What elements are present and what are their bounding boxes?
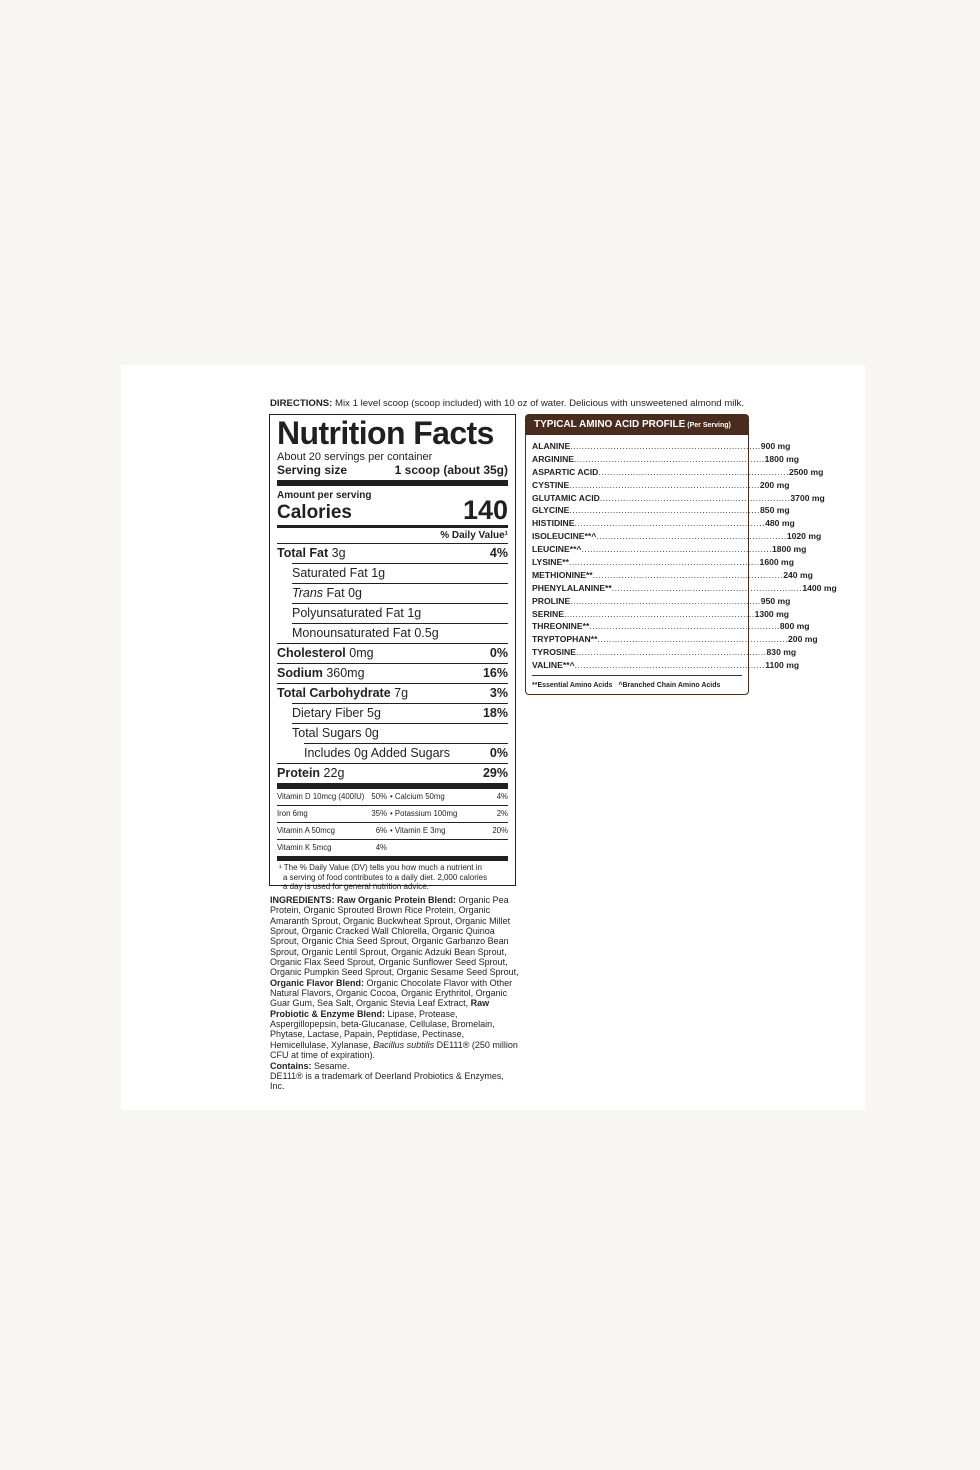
servings-per-container: About 20 servings per container bbox=[277, 451, 433, 463]
nutrient-label: Total Carbohydrate bbox=[277, 686, 391, 700]
nutrient-row-saturated-fat bbox=[292, 563, 508, 583]
nutrient-row-protein bbox=[277, 763, 508, 783]
flavor-blend-text: Organic Chocolate Flavor with Other Natural Flavors, Organic Cocoa, Organic Erythritol, Organic Guar Gum, Sea Salt, Organic Stevia Leaf Extract, bbox=[270, 977, 513, 1009]
nutrient-label: Monounsaturated Fat bbox=[292, 626, 411, 640]
amino-value: 1100 mg bbox=[765, 660, 800, 671]
dot-leader: .................................................................. bbox=[589, 621, 780, 632]
calories-value: 140 bbox=[462, 495, 508, 525]
amino-name: TYROSINE bbox=[532, 647, 576, 658]
amino-row bbox=[532, 620, 810, 633]
vitamin-label: • Vitamin E 3mg bbox=[390, 826, 446, 835]
amino-value: 800 mg bbox=[779, 621, 810, 632]
nutrient-pct: 16% bbox=[482, 666, 508, 680]
vitamin-label: Iron 6mg bbox=[277, 809, 308, 818]
amino-header-subtitle: (Per Serving) bbox=[685, 422, 731, 429]
nutrient-amount: 5g bbox=[367, 706, 381, 720]
nutrient-row-trans-fat bbox=[292, 583, 508, 603]
amino-row bbox=[532, 633, 818, 646]
nutrition-facts-panel bbox=[269, 414, 516, 891]
amino-name: VALINE**^ bbox=[532, 660, 575, 671]
amino-row bbox=[532, 595, 791, 608]
nutrient-pct: 3% bbox=[489, 686, 508, 700]
amino-value: 200 mg bbox=[788, 634, 818, 645]
amino-value: 900 mg bbox=[760, 441, 791, 451]
daily-value-footnote bbox=[277, 863, 508, 892]
nutrient-pct: 0% bbox=[489, 746, 508, 760]
amino-name: TRYPTOPHAN** bbox=[532, 634, 598, 645]
amino-name: ASPARTIC ACID bbox=[532, 466, 599, 477]
directions-label: DIRECTIONS: bbox=[270, 398, 333, 409]
amino-value: 200 mg bbox=[759, 479, 790, 490]
amino-name: LYSINE** bbox=[532, 557, 569, 568]
nutrient-label: Protein bbox=[277, 766, 321, 780]
vitamin-label: Vitamin K 5mcg bbox=[277, 843, 332, 852]
dot-leader: .................................................................. bbox=[568, 557, 760, 568]
nutrient-pct: 29% bbox=[482, 766, 508, 780]
amino-row bbox=[532, 479, 790, 492]
bacillus-name: Bacillus subtilis bbox=[373, 1039, 435, 1050]
vitamin-pct: 20% bbox=[492, 826, 508, 835]
ingredients-label: INGREDIENTS: bbox=[270, 895, 335, 905]
nutrient-row-added-sugars bbox=[304, 743, 508, 763]
protein-blend-text: Organic Pea Protein, Organic Sprouted Brown Rice Protein, Organic Amaranth Sprout, Organic Buckwheat Sprout, Organic Millet Sprout, Organic Cracked Wall Chlorella, Organic Quinoa Sprout, Organic Chia Seed Sprout, Organic Garbanzo Bean Sprout, Organic Lentil Sprout, Organic Adzuki Bean Sprout, Organic Flax Seed Sprout, Organic Sunflower Seed Sprout, Organic Pumpkin Seed Sprout, Organic Sesame Seed Sprout, bbox=[270, 895, 519, 978]
amino-value: 2500 mg bbox=[788, 466, 824, 477]
amino-row bbox=[532, 440, 791, 453]
nutrient-label: Sodium bbox=[277, 666, 323, 680]
vitamin-row bbox=[277, 839, 508, 856]
vitamin-label: • Potassium 100mg bbox=[390, 809, 458, 818]
nutrient-row-cholesterol bbox=[277, 643, 508, 663]
amino-row bbox=[532, 466, 824, 479]
nutrient-pct: 0% bbox=[489, 646, 508, 660]
nutrient-label: Total Sugars bbox=[292, 726, 362, 740]
flavor-blend-label: Organic Flavor Blend: bbox=[270, 977, 365, 988]
dot-leader: .................................................................. bbox=[581, 544, 773, 555]
footnote-line: ¹ The % Daily Value (DV) tells you how much a nutrient in bbox=[279, 863, 482, 872]
amino-name: SERINE bbox=[532, 608, 564, 619]
nutrient-row-dietary-fiber bbox=[292, 703, 508, 723]
dot-leader: .................................................................. bbox=[574, 453, 765, 464]
vitamin-pct: 2% bbox=[496, 809, 508, 818]
vitamin-row bbox=[277, 805, 508, 822]
nutrient-label: Total Fat bbox=[277, 546, 329, 560]
nutrient-row-monounsaturated-fat bbox=[292, 623, 508, 643]
amino-row bbox=[532, 504, 790, 517]
nutrient-amount: 3g bbox=[331, 546, 346, 560]
vitamin-label: • Calcium 50mg bbox=[390, 792, 445, 801]
footnote-line: a serving of food contributes to a daily diet. 2,000 calories bbox=[283, 872, 488, 882]
divider-thick bbox=[277, 480, 508, 486]
amino-name: METHIONINE** bbox=[532, 569, 593, 580]
amino-value: 850 mg bbox=[760, 505, 790, 516]
amino-value: 830 mg bbox=[766, 647, 797, 658]
dot-leader: .................................................................. bbox=[592, 569, 784, 580]
nutrition-title: Nutrition Facts bbox=[277, 415, 494, 451]
amino-name: ALANINE bbox=[532, 441, 571, 451]
amino-row bbox=[532, 569, 813, 582]
amino-row bbox=[532, 517, 795, 530]
amino-value: 950 mg bbox=[760, 595, 791, 606]
vitamin-label: Vitamin D 10mcg (400IU) bbox=[277, 792, 365, 801]
amino-value: 240 mg bbox=[783, 569, 813, 580]
nutrient-label: Fat bbox=[323, 586, 345, 600]
amino-name: HISTIDINE bbox=[532, 518, 575, 529]
dot-leader: .................................................................. bbox=[599, 492, 791, 503]
dot-leader: .................................................................. bbox=[598, 466, 789, 477]
nutrient-amount: 22g bbox=[323, 766, 345, 780]
probiotic-blend-text: Lipase, Protease, Aspergillopepsin, beta-Glucanase, Cellulase, Bromelain, Phytase, Lactase, Papain, Peptidase, Pectinase, Hemicellulase, Xylanase, bbox=[270, 1008, 495, 1050]
footnote-line: a day is used for general nutrition advice. bbox=[283, 882, 429, 891]
dot-leader: .................................................................. bbox=[564, 608, 755, 619]
nutrient-pct: 18% bbox=[482, 706, 508, 720]
amino-row bbox=[532, 543, 807, 556]
vitamin-pct: 50% bbox=[371, 792, 387, 801]
bcaa-note: ^Branched Chain Amino Acids bbox=[618, 682, 721, 690]
directions-text: Mix 1 level scoop (scoop included) with 10 oz of water. Delicious with unsweetened almond milk. bbox=[332, 398, 745, 409]
nutrient-row-total-sugars bbox=[292, 723, 508, 743]
amino-name: GLUTAMIC ACID bbox=[532, 492, 600, 503]
amino-header bbox=[526, 415, 748, 435]
nutrient-amount: 360mg bbox=[326, 666, 365, 680]
serving-size-value: 1 scoop (about 35g) bbox=[394, 463, 508, 477]
amino-row bbox=[532, 582, 837, 595]
dot-leader: .................................................................. bbox=[574, 518, 766, 529]
amino-row bbox=[532, 530, 822, 543]
amino-name: PROLINE bbox=[532, 595, 571, 606]
dot-leader: .................................................................. bbox=[569, 505, 761, 516]
nutrient-amount: 0mg bbox=[349, 646, 374, 660]
amino-name: GLYCINE bbox=[532, 505, 570, 516]
bacillus-rest: DE111® (250 million CFU at time of expiration). bbox=[270, 1039, 518, 1061]
vitamin-row bbox=[277, 789, 508, 805]
nutrient-amount: 0g bbox=[348, 586, 362, 600]
amount-per-serving: Amount per serving bbox=[277, 490, 372, 501]
amino-value: 1600 mg bbox=[759, 557, 794, 568]
ingredients-block bbox=[270, 895, 520, 1092]
probiotic-blend-label: Raw Probiotic & Enzyme Blend: bbox=[270, 998, 490, 1019]
calories-label: Calories bbox=[277, 502, 352, 523]
nutrient-row-polyunsaturated-fat bbox=[292, 603, 508, 623]
amino-name: ISOLEUCINE**^ bbox=[532, 531, 597, 542]
nutrient-row-sodium bbox=[277, 663, 508, 683]
dot-leader: .................................................................. bbox=[575, 647, 767, 658]
amino-name: PHENYLALANINE** bbox=[532, 582, 612, 593]
amino-name: LEUCINE**^ bbox=[532, 544, 582, 555]
vitamin-pct: 4% bbox=[496, 792, 508, 801]
amino-row bbox=[532, 608, 789, 621]
nutrient-row-total-fat bbox=[277, 544, 508, 563]
amino-value: 1800 mg bbox=[764, 453, 800, 464]
nutrient-label: Includes 0g Added Sugars bbox=[304, 746, 450, 760]
protein-blend-label: Raw Organic Protein Blend: bbox=[334, 895, 457, 905]
vitamin-row bbox=[277, 822, 508, 839]
essential-note: **Essential Amino Acids bbox=[532, 682, 613, 690]
amino-value: 1020 mg bbox=[786, 531, 822, 542]
dot-leader: .................................................................. bbox=[597, 634, 789, 645]
serving-size-label: Serving size bbox=[277, 463, 348, 477]
nutrient-amount: 1g bbox=[371, 566, 386, 580]
nutrient-label: Cholesterol bbox=[277, 646, 346, 660]
vitamin-pct: 6% bbox=[375, 826, 387, 835]
amino-row bbox=[532, 556, 794, 569]
dot-leader: .................................................................. bbox=[570, 441, 761, 451]
amino-value: 1800 mg bbox=[772, 544, 807, 555]
amino-name: CYSTINE bbox=[532, 479, 570, 490]
nutrient-label: Saturated Fat bbox=[292, 566, 368, 580]
divider-thick bbox=[277, 856, 508, 861]
amino-header-title: TYPICAL AMINO ACID PROFILE bbox=[534, 419, 686, 430]
serving-size-row bbox=[277, 463, 508, 477]
nutrient-amount: 0.5g bbox=[414, 626, 439, 640]
amino-value: 480 mg bbox=[765, 518, 795, 529]
amino-row bbox=[532, 646, 797, 659]
amino-value: 1300 mg bbox=[754, 608, 789, 619]
nutrient-pct: 4% bbox=[489, 546, 508, 560]
directions bbox=[270, 397, 830, 410]
amino-row bbox=[532, 492, 825, 505]
contains-text: Sesame. bbox=[311, 1060, 350, 1071]
vitamin-pct: 4% bbox=[375, 843, 387, 852]
amino-row bbox=[532, 453, 800, 466]
amino-name: THREONINE** bbox=[532, 621, 590, 632]
amino-value: 3700 mg bbox=[790, 492, 825, 503]
dot-leader: .................................................................. bbox=[574, 660, 766, 671]
daily-value-header: % Daily Value¹ bbox=[277, 528, 508, 544]
amino-list bbox=[526, 435, 837, 690]
amino-notes bbox=[532, 675, 742, 689]
nutrient-label: Polyunsaturated Fat bbox=[292, 606, 404, 620]
amino-row bbox=[532, 659, 800, 672]
trademark-text: DE111® is a trademark of Deerland Probiotics & Enzymes, Inc. bbox=[270, 1070, 504, 1092]
nutrient-label: Dietary Fiber bbox=[292, 706, 364, 720]
amino-name: ARGININE bbox=[532, 453, 575, 464]
nutrient-amount: 1g bbox=[407, 606, 422, 620]
nutrient-amount: 7g bbox=[394, 686, 409, 700]
dot-leader: .................................................................. bbox=[596, 531, 787, 542]
dot-leader: .................................................................. bbox=[570, 595, 761, 606]
dot-leader: .................................................................. bbox=[611, 582, 803, 593]
vitamin-pct: 35% bbox=[371, 809, 387, 818]
amino-value: 1400 mg bbox=[802, 582, 837, 593]
vitamin-label: Vitamin A 50mcg bbox=[277, 826, 335, 835]
contains-label: Contains: bbox=[270, 1060, 312, 1071]
nutrient-label-italic: Trans bbox=[292, 586, 324, 600]
nutrient-row-total-carbohydrate bbox=[277, 683, 508, 703]
amino-acid-panel bbox=[525, 414, 837, 695]
dot-leader: .................................................................. bbox=[569, 479, 760, 490]
nutrient-amount: 0g bbox=[364, 726, 379, 740]
